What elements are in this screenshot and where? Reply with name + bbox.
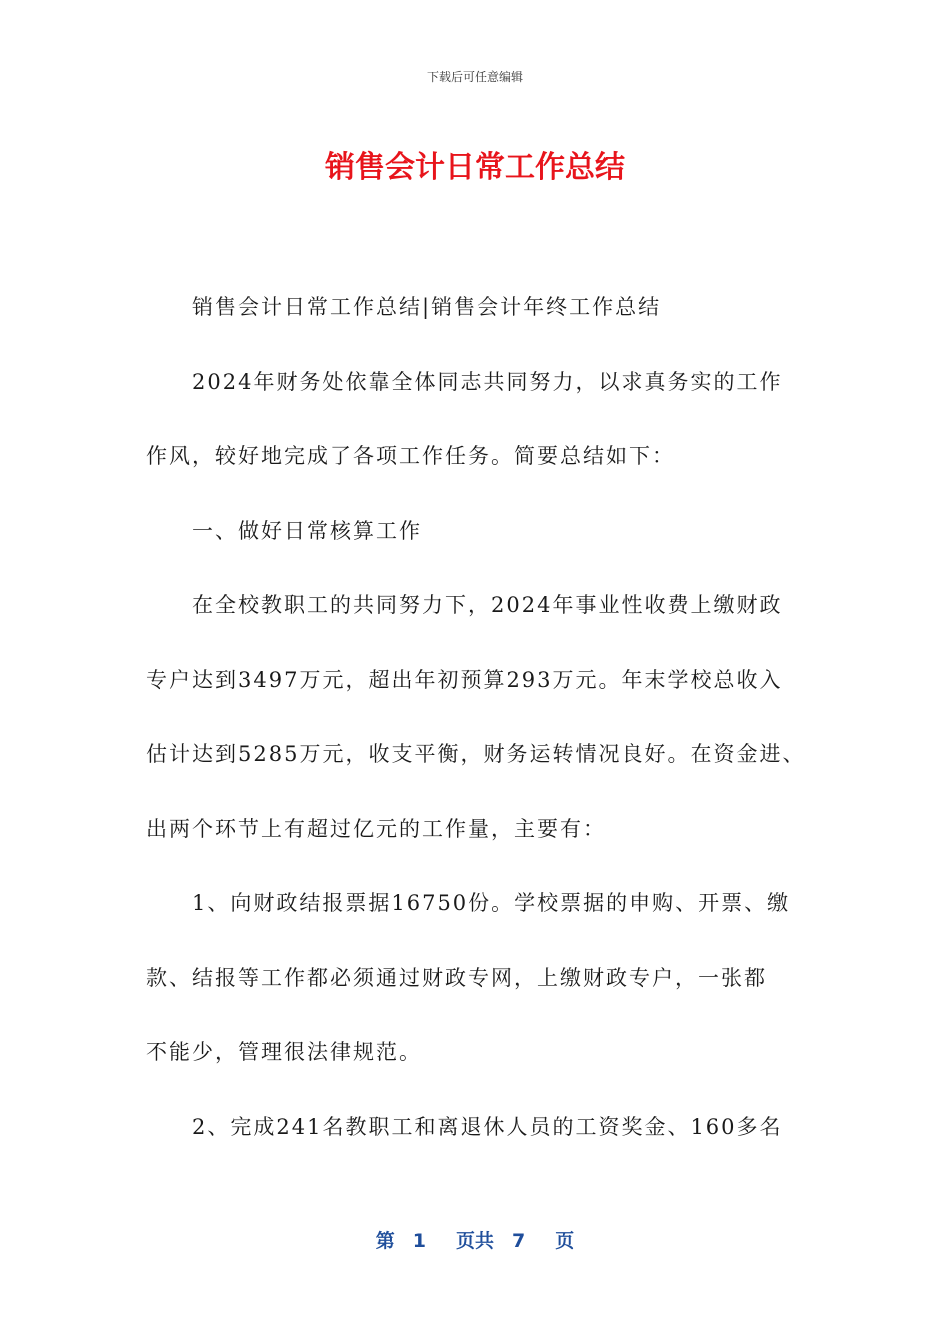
paragraph-line: 出两个环节上有超过亿元的工作量，主要有：	[146, 816, 606, 841]
section-heading: 一、做好日常核算工作	[192, 518, 422, 543]
paragraph-line: 作风，较好地完成了各项工作任务。简要总结如下：	[146, 444, 675, 468]
paragraph-line: 销售会计日常工作总结|销售会计年终工作总结	[192, 295, 662, 319]
header-note: 下载后可任意编辑	[426, 70, 523, 84]
footer-suffix: 页	[555, 1230, 575, 1252]
footer-current-page: 1	[412, 1230, 426, 1252]
footer-total-pages: 7	[512, 1230, 526, 1252]
document-title: 销售会计日常工作总结	[325, 150, 625, 185]
paragraph-line: 2、完成241名教职工和离退休人员的工资奖金、160多名	[192, 1114, 783, 1139]
paragraph-line: 在全校教职工的共同努力下，2024年事业性收费上缴财政	[192, 593, 783, 617]
document-body	[146, 270, 826, 1164]
paragraph-line: 不能少，管理很法律规范。	[146, 1040, 422, 1064]
paragraph-line: 专户达到3497万元，超出年初预算293万元。年末学校总收入	[146, 667, 783, 692]
paragraph-line: 估计达到5285万元，收支平衡，财务运转情况良好。在资金进、	[146, 742, 806, 766]
footer-middle: 页共	[455, 1230, 494, 1252]
paragraph-line: 2024年财务处依靠全体同志共同努力，以求真务实的工作	[192, 369, 783, 394]
paragraph-line: 1、向财政结报票据16750份。学校票据的申购、开票、缴	[192, 891, 791, 915]
footer-prefix: 第	[375, 1230, 395, 1252]
page-footer	[0, 1226, 950, 1253]
paragraph-line: 款、结报等工作都必须通过财政专网，上缴财政专户，一张都	[146, 965, 767, 990]
